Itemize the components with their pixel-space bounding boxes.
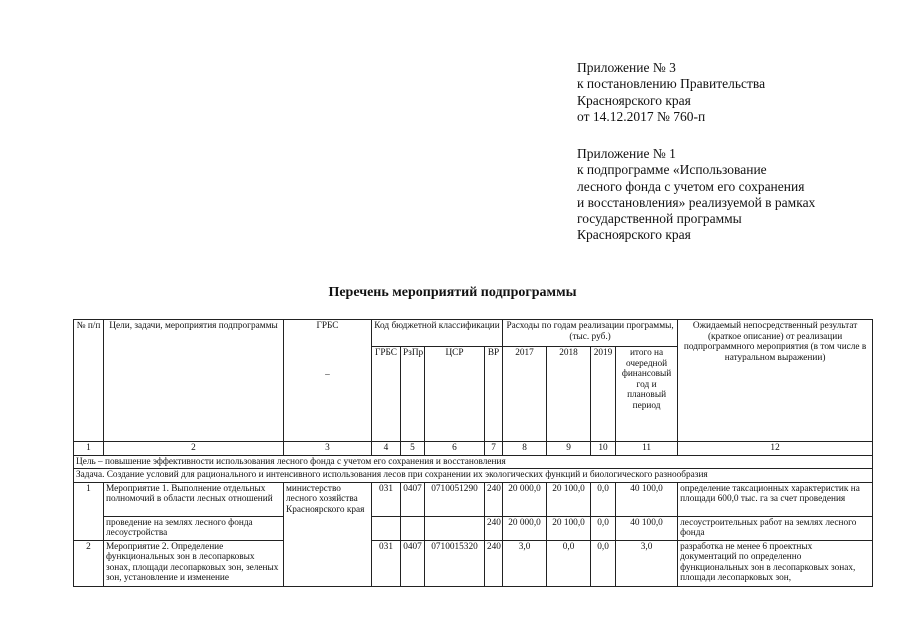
header-grbs <box>284 320 372 442</box>
task-row: Задача. Создание условий для рационального и интенсивного использования лесов при сохранении их экологических функций и биологического разнообразия <box>74 469 873 483</box>
table-row <box>74 540 873 586</box>
header-year-2018: 2018 <box>547 347 591 442</box>
csr-cell: 0710051290 <box>425 482 485 516</box>
grbs-code-cell <box>372 516 401 540</box>
header-grbs-mark: – <box>325 369 330 380</box>
amount-2018: 0,0 <box>547 540 591 586</box>
col-number: 10 <box>591 442 616 456</box>
col-number: 4 <box>372 442 401 456</box>
appendix-1-line: к подпрограмме «Использование <box>577 162 767 178</box>
amount-2017: 3,0 <box>503 540 547 586</box>
activity-cell: Мероприятие 1. Выполнение отдельных полномочий в области лесных отношений <box>104 482 284 516</box>
vr-cell: 240 <box>485 540 503 586</box>
header-result: Ожидаемый непосредственный результат (краткое описание) от реализации подпрограммного мероприятия (в том числе в натуральном выражении) <box>678 320 873 442</box>
activities-table <box>73 319 873 587</box>
col-number: 9 <box>547 442 591 456</box>
col-number: 7 <box>485 442 503 456</box>
col-number: 6 <box>425 442 485 456</box>
col-number: 5 <box>401 442 425 456</box>
amount-2017: 20 000,0 <box>503 482 547 516</box>
header-sub-vr: ВР <box>485 347 503 442</box>
document-title: Перечень мероприятий подпрограммы <box>328 285 577 300</box>
amount-total: 40 100,0 <box>616 516 678 540</box>
csr-cell: 0710015320 <box>425 540 485 586</box>
col-number: 12 <box>678 442 873 456</box>
csr-cell <box>425 516 485 540</box>
rzpr-cell: 0407 <box>401 482 425 516</box>
appendix-3-line: от 14.12.2017 № 760-п <box>577 108 706 124</box>
rzpr-cell <box>401 516 425 540</box>
column-number-row <box>74 442 873 456</box>
amount-2018: 20 100,0 <box>547 482 591 516</box>
grbs-code-cell: 031 <box>372 540 401 586</box>
result-cell: определение таксационных характеристик на площади 600,0 тыс. га за счет проведения <box>678 482 873 516</box>
header-sub-csr: ЦСР <box>425 347 485 442</box>
appendix-3-line: к постановлению Правительства <box>577 76 766 92</box>
col-number: 11 <box>616 442 678 456</box>
appendix-1-line: Красноярского края <box>577 227 691 243</box>
header-goals: Цели, задачи, мероприятия подпрограммы <box>104 320 284 442</box>
appendix-3-line: Красноярского края <box>577 92 691 108</box>
vr-cell: 240 <box>485 482 503 516</box>
header-sub-grbs: ГРБС <box>372 347 401 442</box>
activity-cell: Мероприятие 2. Определение функциональных зон в лесопарковых зонах, площади лесопарковых зон, зеленых зон, установление и изменение <box>104 540 284 586</box>
result-cell: разработка не менее 6 проектных документаций по определенно функциональных зон в лесопарковых зонах, площади лесопарковых зон, <box>678 540 873 586</box>
amount-2019: 0,0 <box>591 482 616 516</box>
col-number: 1 <box>74 442 104 456</box>
grbs-cell: министерство лесного хозяйства Красноярского края <box>284 482 372 586</box>
row-number: 2 <box>74 540 104 586</box>
col-number: 8 <box>503 442 547 456</box>
header-expenses: Расходы по годам реализации программы, (тыс. руб.) <box>503 320 678 347</box>
header-budget-code: Код бюджетной классификации <box>372 320 503 347</box>
appendix-3-block <box>577 60 765 125</box>
header-year-2019: 2019 <box>591 347 616 442</box>
activity-cell: проведение на землях лесного фонда лесоустройства <box>104 516 284 540</box>
col-number: 3 <box>284 442 372 456</box>
header-year-2017: 2017 <box>503 347 547 442</box>
table-row <box>74 482 873 516</box>
amount-2018: 20 100,0 <box>547 516 591 540</box>
amount-total: 40 100,0 <box>616 482 678 516</box>
col-number: 2 <box>104 442 284 456</box>
header-total: итого на очередной финансовый год и плановый период <box>616 347 678 442</box>
header-sub-rzpr: РзПр <box>401 347 425 442</box>
appendix-1-line: и восстановления» реализуемой в рамках <box>577 194 816 210</box>
grbs-code-cell: 031 <box>372 482 401 516</box>
amount-2017: 20 000,0 <box>503 516 547 540</box>
result-cell: лесоустроительных работ на землях лесного фонда <box>678 516 873 540</box>
row-number: 1 <box>74 482 104 540</box>
amount-2019: 0,0 <box>591 516 616 540</box>
amount-2019: 0,0 <box>591 540 616 586</box>
rzpr-cell: 0407 <box>401 540 425 586</box>
appendix-3-line: Приложение № 3 <box>577 60 676 75</box>
appendix-1-line: государственной программы <box>577 211 742 227</box>
header-num: № п/п <box>74 320 104 442</box>
table-row <box>74 516 873 540</box>
header-grbs-label: ГРБС <box>316 321 339 331</box>
appendix-1-line: Приложение № 1 <box>577 146 676 161</box>
appendix-1-block <box>577 146 815 244</box>
amount-total: 3,0 <box>616 540 678 586</box>
appendix-1-line: лесного фонда с учетом его сохранения <box>577 178 805 194</box>
goal-row: Цель – повышение эффективности использования лесного фонда с учетом его сохранения и восстановления <box>74 455 873 469</box>
vr-cell: 240 <box>485 516 503 540</box>
